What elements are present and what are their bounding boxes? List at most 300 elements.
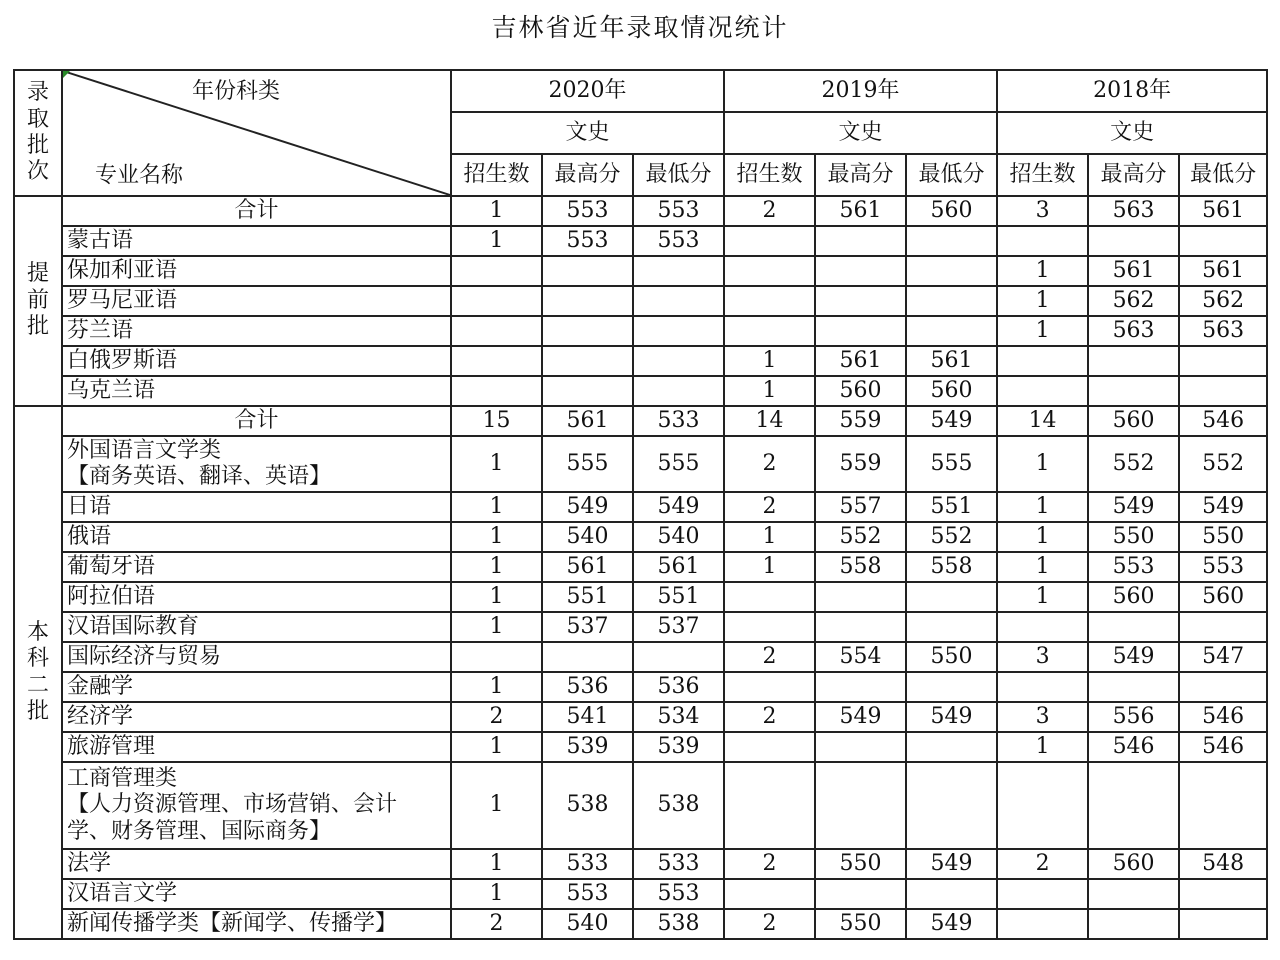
batch-header-char: 次 xyxy=(26,159,49,185)
value-cell: 550 xyxy=(906,642,997,672)
table-row xyxy=(14,346,1267,376)
major-name-cell xyxy=(62,316,451,346)
value-cell xyxy=(633,256,724,286)
major-name-cell xyxy=(62,492,451,522)
value-cell xyxy=(815,316,906,346)
value-cell xyxy=(906,732,997,762)
value-cell: 1 xyxy=(451,436,542,492)
major-name-line: 罗马尼亚语 xyxy=(67,287,178,313)
col-header-2019-count: 招生数 xyxy=(724,154,815,196)
major-name-line: 新闻传播学类【新闻学、传播学】 xyxy=(67,910,398,936)
value-cell xyxy=(815,582,906,612)
batch-char: 本 xyxy=(26,619,49,645)
value-cell xyxy=(724,256,815,286)
value-cell: 15 xyxy=(451,406,542,436)
year-header-2020: 2020年 xyxy=(451,70,724,112)
major-name-line: 合计 xyxy=(234,197,279,223)
value-cell xyxy=(542,256,633,286)
major-name-cell xyxy=(62,702,451,732)
batch-char: 科 xyxy=(26,646,49,672)
value-cell: 1 xyxy=(997,316,1088,346)
value-cell: 548 xyxy=(1179,849,1267,879)
value-cell: 558 xyxy=(815,552,906,582)
table-row xyxy=(14,762,1267,849)
batch-char: 批 xyxy=(26,698,49,724)
major-name-cell xyxy=(62,196,451,226)
value-cell: 2 xyxy=(724,492,815,522)
corner-mark xyxy=(63,71,70,78)
value-cell xyxy=(997,612,1088,642)
value-cell: 560 xyxy=(906,196,997,226)
value-cell: 2 xyxy=(724,436,815,492)
value-cell xyxy=(1088,672,1179,702)
value-cell: 559 xyxy=(815,436,906,492)
major-name-line: 阿拉伯语 xyxy=(67,583,156,609)
col-header-2020-max: 最高分 xyxy=(542,154,633,196)
value-cell: 549 xyxy=(906,909,997,939)
value-cell xyxy=(451,286,542,316)
value-cell: 536 xyxy=(633,672,724,702)
major-name-cell xyxy=(62,376,451,406)
table-row xyxy=(14,226,1267,256)
value-cell xyxy=(997,346,1088,376)
value-cell: 540 xyxy=(542,909,633,939)
major-name-line: 法学 xyxy=(67,850,112,876)
value-cell xyxy=(815,612,906,642)
value-cell xyxy=(1179,612,1267,642)
value-cell: 560 xyxy=(1088,582,1179,612)
value-cell: 560 xyxy=(906,376,997,406)
major-name-line: 乌克兰语 xyxy=(67,377,156,403)
value-cell: 553 xyxy=(542,879,633,909)
table-row xyxy=(14,732,1267,762)
value-cell: 549 xyxy=(1179,492,1267,522)
col-header-2019-max: 最高分 xyxy=(815,154,906,196)
value-cell: 549 xyxy=(906,406,997,436)
year-header-2019: 2019年 xyxy=(724,70,997,112)
value-cell: 1 xyxy=(724,552,815,582)
value-cell xyxy=(724,316,815,346)
total-row xyxy=(14,406,1267,436)
value-cell: 562 xyxy=(1179,286,1267,316)
value-cell: 538 xyxy=(542,762,633,849)
col-header-2018-count: 招生数 xyxy=(997,154,1088,196)
col-header-2020-count: 招生数 xyxy=(451,154,542,196)
value-cell: 546 xyxy=(1179,702,1267,732)
value-cell: 552 xyxy=(815,522,906,552)
value-cell xyxy=(1088,612,1179,642)
value-cell xyxy=(724,879,815,909)
value-cell: 2 xyxy=(724,702,815,732)
table-row xyxy=(14,492,1267,522)
value-cell: 550 xyxy=(815,909,906,939)
table-row xyxy=(14,256,1267,286)
value-cell xyxy=(1088,909,1179,939)
major-name-line: 白俄罗斯语 xyxy=(67,347,178,373)
value-cell xyxy=(451,316,542,346)
value-cell xyxy=(815,672,906,702)
value-cell xyxy=(724,732,815,762)
value-cell xyxy=(451,642,542,672)
value-cell xyxy=(997,376,1088,406)
batch-header-char: 取 xyxy=(26,106,49,132)
admission-table xyxy=(13,69,1268,940)
value-cell xyxy=(1179,226,1267,256)
table-row xyxy=(14,702,1267,732)
table-row xyxy=(14,879,1267,909)
value-cell: 1 xyxy=(997,436,1088,492)
value-cell: 540 xyxy=(542,522,633,552)
value-cell xyxy=(997,909,1088,939)
table-row xyxy=(14,582,1267,612)
value-cell xyxy=(542,642,633,672)
value-cell xyxy=(906,879,997,909)
value-cell xyxy=(906,582,997,612)
table-row xyxy=(14,316,1267,346)
value-cell: 1 xyxy=(451,672,542,702)
major-name-cell xyxy=(62,346,451,376)
value-cell: 1 xyxy=(997,552,1088,582)
value-cell: 558 xyxy=(906,552,997,582)
table-row xyxy=(14,612,1267,642)
value-cell: 560 xyxy=(1179,582,1267,612)
subject-header-2019: 文史 xyxy=(724,112,997,154)
value-cell: 1 xyxy=(997,582,1088,612)
value-cell: 561 xyxy=(542,552,633,582)
major-name-cell xyxy=(62,552,451,582)
value-cell: 549 xyxy=(542,492,633,522)
value-cell: 2 xyxy=(724,642,815,672)
value-cell xyxy=(906,286,997,316)
batch-char: 二 xyxy=(26,672,49,698)
subject-header-2020: 文史 xyxy=(451,112,724,154)
year-subject-label: 年份科类 xyxy=(191,79,280,104)
value-cell: 1 xyxy=(724,522,815,552)
value-cell xyxy=(542,316,633,346)
major-name-line: 【人力资源管理、市场营销、会计 xyxy=(67,792,398,818)
value-cell xyxy=(906,672,997,702)
value-cell: 14 xyxy=(997,406,1088,436)
value-cell: 3 xyxy=(997,642,1088,672)
value-cell: 538 xyxy=(633,762,724,849)
major-name-line: 汉语国际教育 xyxy=(67,613,200,639)
major-name-line: 俄语 xyxy=(67,523,112,549)
table-row xyxy=(14,522,1267,552)
value-cell: 1 xyxy=(451,226,542,256)
value-cell: 550 xyxy=(815,849,906,879)
major-name-cell xyxy=(62,642,451,672)
batch-header-char: 批 xyxy=(26,133,49,158)
value-cell: 550 xyxy=(1179,522,1267,552)
col-header-2018-max: 最高分 xyxy=(1088,154,1179,196)
major-name-cell xyxy=(62,762,451,849)
value-cell: 552 xyxy=(1088,436,1179,492)
value-cell: 2 xyxy=(451,909,542,939)
value-cell: 562 xyxy=(1088,286,1179,316)
major-name-line: 葡萄牙语 xyxy=(67,553,156,579)
value-cell: 1 xyxy=(451,196,542,226)
value-cell: 561 xyxy=(906,346,997,376)
total-row xyxy=(14,196,1267,226)
value-cell: 551 xyxy=(633,582,724,612)
major-name-line: 合计 xyxy=(234,407,279,433)
diagonal-header-cell xyxy=(62,70,451,196)
value-cell: 549 xyxy=(1088,492,1179,522)
value-cell xyxy=(997,672,1088,702)
value-cell: 1 xyxy=(724,376,815,406)
value-cell: 2 xyxy=(724,909,815,939)
value-cell xyxy=(542,286,633,316)
value-cell: 554 xyxy=(815,642,906,672)
table-row xyxy=(14,909,1267,939)
value-cell: 555 xyxy=(906,436,997,492)
value-cell: 550 xyxy=(1088,522,1179,552)
value-cell xyxy=(1088,762,1179,849)
value-cell: 538 xyxy=(633,909,724,939)
value-cell xyxy=(451,376,542,406)
value-cell: 14 xyxy=(724,406,815,436)
value-cell xyxy=(1179,909,1267,939)
batch-cell xyxy=(14,196,62,406)
value-cell xyxy=(906,256,997,286)
major-name-cell xyxy=(62,672,451,702)
major-name-cell xyxy=(62,879,451,909)
value-cell xyxy=(1088,879,1179,909)
major-name-line: 学、财务管理、国际商务】 xyxy=(67,818,332,844)
value-cell xyxy=(1179,376,1267,406)
value-cell: 552 xyxy=(1179,436,1267,492)
value-cell xyxy=(724,226,815,256)
value-cell xyxy=(997,226,1088,256)
batch-cell xyxy=(14,406,62,939)
major-name-cell xyxy=(62,909,451,939)
value-cell: 1 xyxy=(451,492,542,522)
batch-header-label xyxy=(15,80,61,186)
value-cell: 560 xyxy=(815,376,906,406)
value-cell xyxy=(724,672,815,702)
major-name-cell xyxy=(62,732,451,762)
subject-header-2018: 文史 xyxy=(997,112,1267,154)
value-cell: 561 xyxy=(815,346,906,376)
value-cell: 555 xyxy=(633,436,724,492)
value-cell xyxy=(542,346,633,376)
value-cell xyxy=(633,316,724,346)
value-cell: 537 xyxy=(633,612,724,642)
col-header-2019-min: 最低分 xyxy=(906,154,997,196)
value-cell xyxy=(633,286,724,316)
major-name-cell xyxy=(62,256,451,286)
value-cell xyxy=(815,879,906,909)
value-cell xyxy=(906,762,997,849)
value-cell: 533 xyxy=(542,849,633,879)
value-cell: 539 xyxy=(542,732,633,762)
value-cell: 561 xyxy=(1179,256,1267,286)
value-cell xyxy=(633,376,724,406)
value-cell: 533 xyxy=(633,849,724,879)
value-cell: 1 xyxy=(451,522,542,552)
value-cell: 561 xyxy=(542,406,633,436)
value-cell: 560 xyxy=(1088,849,1179,879)
value-cell: 1 xyxy=(997,492,1088,522)
value-cell xyxy=(1088,346,1179,376)
value-cell: 561 xyxy=(1179,196,1267,226)
table-row xyxy=(14,286,1267,316)
value-cell: 557 xyxy=(815,492,906,522)
value-cell: 552 xyxy=(906,522,997,552)
value-cell: 547 xyxy=(1179,642,1267,672)
value-cell: 549 xyxy=(815,702,906,732)
value-cell: 1 xyxy=(451,849,542,879)
value-cell xyxy=(1179,672,1267,702)
value-cell xyxy=(1179,346,1267,376)
value-cell: 553 xyxy=(633,226,724,256)
value-cell xyxy=(724,612,815,642)
value-cell: 541 xyxy=(542,702,633,732)
value-cell: 551 xyxy=(906,492,997,522)
major-name-line: 旅游管理 xyxy=(67,733,156,759)
value-cell: 2 xyxy=(724,196,815,226)
value-cell xyxy=(906,612,997,642)
value-cell: 560 xyxy=(1088,406,1179,436)
value-cell: 561 xyxy=(633,552,724,582)
value-cell: 553 xyxy=(633,879,724,909)
col-header-2018-min: 最低分 xyxy=(1179,154,1267,196)
batch-char: 批 xyxy=(26,314,49,340)
value-cell: 546 xyxy=(1179,406,1267,436)
major-name-cell xyxy=(62,612,451,642)
value-cell xyxy=(906,316,997,346)
value-cell: 540 xyxy=(633,522,724,552)
value-cell: 1 xyxy=(451,582,542,612)
major-name-cell xyxy=(62,522,451,552)
value-cell: 534 xyxy=(633,702,724,732)
value-cell: 1 xyxy=(451,732,542,762)
batch-char: 前 xyxy=(26,287,49,313)
major-name-line: 金融学 xyxy=(67,673,134,699)
value-cell: 546 xyxy=(1088,732,1179,762)
value-cell: 559 xyxy=(815,406,906,436)
major-name-line: 经济学 xyxy=(67,703,134,729)
value-cell xyxy=(542,376,633,406)
value-cell xyxy=(451,256,542,286)
value-cell: 539 xyxy=(633,732,724,762)
table-row xyxy=(14,642,1267,672)
value-cell: 553 xyxy=(633,196,724,226)
value-cell: 546 xyxy=(1179,732,1267,762)
value-cell: 553 xyxy=(1088,552,1179,582)
value-cell: 563 xyxy=(1088,316,1179,346)
table-row xyxy=(14,436,1267,492)
table-row xyxy=(14,672,1267,702)
value-cell: 536 xyxy=(542,672,633,702)
table-row xyxy=(14,376,1267,406)
value-cell xyxy=(906,226,997,256)
major-name-line: 保加利亚语 xyxy=(67,257,178,283)
value-cell xyxy=(997,762,1088,849)
major-name-cell xyxy=(62,849,451,879)
value-cell: 1 xyxy=(451,879,542,909)
value-cell: 537 xyxy=(542,612,633,642)
batch-header-char: 录 xyxy=(26,80,49,106)
value-cell: 553 xyxy=(1179,552,1267,582)
value-cell xyxy=(724,582,815,612)
value-cell: 2 xyxy=(451,702,542,732)
major-name-line: 【商务英语、翻译、英语】 xyxy=(67,464,332,489)
value-cell xyxy=(997,879,1088,909)
value-cell xyxy=(815,226,906,256)
value-cell xyxy=(633,642,724,672)
major-name-label: 专业名称 xyxy=(95,162,184,188)
batch-header xyxy=(14,70,62,196)
table-row xyxy=(14,552,1267,582)
page-title: 吉林省近年录取情况统计 xyxy=(491,13,789,42)
value-cell: 563 xyxy=(1179,316,1267,346)
major-name-line: 汉语言文学 xyxy=(67,880,178,906)
value-cell xyxy=(815,762,906,849)
major-name-line: 外国语言文学类 xyxy=(67,437,222,463)
value-cell: 549 xyxy=(1088,642,1179,672)
value-cell: 553 xyxy=(542,196,633,226)
col-header-2020-min: 最低分 xyxy=(633,154,724,196)
value-cell xyxy=(815,732,906,762)
value-cell: 553 xyxy=(542,226,633,256)
value-cell: 1 xyxy=(997,286,1088,316)
value-cell xyxy=(724,286,815,316)
value-cell xyxy=(1088,376,1179,406)
value-cell: 549 xyxy=(633,492,724,522)
major-name-cell xyxy=(62,406,451,436)
value-cell: 3 xyxy=(997,196,1088,226)
major-name-line: 工商管理类 xyxy=(67,765,178,791)
major-name-line: 蒙古语 xyxy=(67,227,134,253)
value-cell xyxy=(724,762,815,849)
value-cell: 563 xyxy=(1088,196,1179,226)
major-name-line: 芬兰语 xyxy=(67,317,134,343)
value-cell: 533 xyxy=(633,406,724,436)
value-cell: 1 xyxy=(724,346,815,376)
value-cell: 551 xyxy=(542,582,633,612)
value-cell xyxy=(451,346,542,376)
value-cell: 1 xyxy=(997,256,1088,286)
value-cell: 1 xyxy=(997,732,1088,762)
value-cell xyxy=(1179,879,1267,909)
value-cell: 549 xyxy=(906,849,997,879)
value-cell: 1 xyxy=(451,612,542,642)
year-header-2018: 2018年 xyxy=(997,70,1267,112)
major-name-cell xyxy=(62,286,451,316)
value-cell xyxy=(815,286,906,316)
value-cell: 556 xyxy=(1088,702,1179,732)
major-name-line: 日语 xyxy=(67,493,112,519)
value-cell: 549 xyxy=(906,702,997,732)
value-cell: 561 xyxy=(815,196,906,226)
value-cell: 1 xyxy=(451,762,542,849)
value-cell xyxy=(1179,762,1267,849)
value-cell: 561 xyxy=(1088,256,1179,286)
value-cell: 555 xyxy=(542,436,633,492)
table-row xyxy=(14,849,1267,879)
value-cell xyxy=(1088,226,1179,256)
value-cell xyxy=(815,256,906,286)
batch-char: 提 xyxy=(26,261,49,287)
major-name-cell xyxy=(62,436,451,492)
major-name-cell xyxy=(62,582,451,612)
major-name-cell xyxy=(62,226,451,256)
value-cell: 2 xyxy=(997,849,1088,879)
value-cell: 2 xyxy=(724,849,815,879)
value-cell: 3 xyxy=(997,702,1088,732)
value-cell: 1 xyxy=(997,522,1088,552)
